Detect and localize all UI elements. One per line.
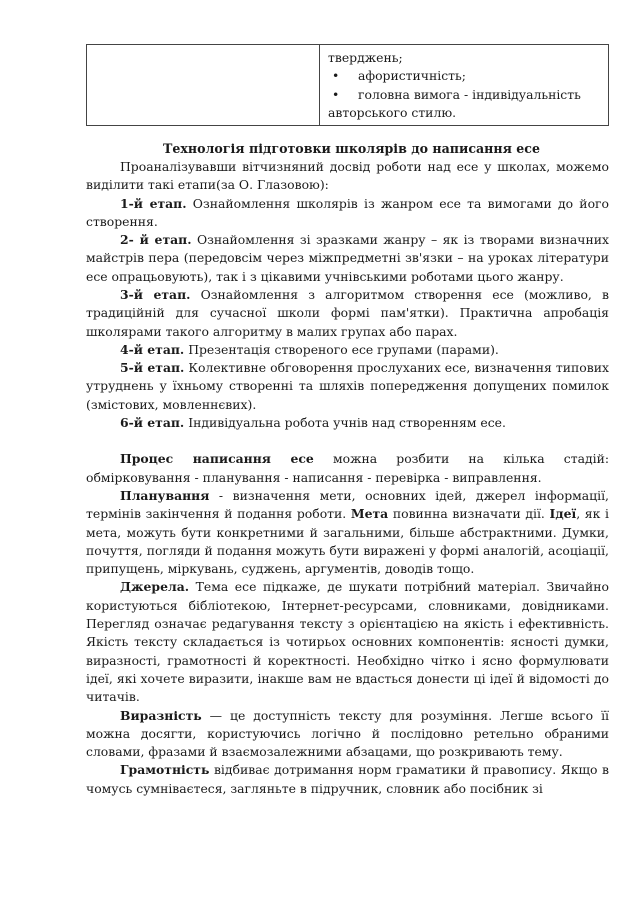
sources-paragraph [86, 578, 609, 706]
cell-line: авторського стилю. [328, 105, 457, 121]
goal-text: повинна визначати дії. [388, 506, 550, 522]
sources-label: Джерела. [120, 579, 190, 595]
stage-label: 4-й етап. [120, 341, 185, 357]
expressiveness-label: Виразність [120, 707, 202, 723]
stage-text: Ознайомлення зі зразками жанру – як із творами визначних майстрів пера (передовсім через міжпредметні зв'язки – на уроках літератури есе опрацьовують), так і з цікавими учнівськими роботами цього жанру. [86, 232, 609, 284]
table-row [87, 45, 609, 126]
paragraph-gap [86, 432, 609, 450]
stage-paragraph [86, 414, 609, 432]
literacy-paragraph [86, 761, 609, 798]
planning-paragraph [86, 487, 609, 578]
stage-paragraph [86, 341, 609, 359]
stage-text: Ознайомлення з алгоритмом створення есе (можливо, в традиційній для сучасної школи формі пам'ятки). Практична апробація школярами такого алгоритму в малих групах або парах. [86, 287, 609, 339]
planning-text: - визначення мети, основних ідей, джерел інформації, термінів закінчення й подання роботи. [86, 487, 609, 522]
literacy-text: відбиває дотримання норм граматики й правопису. Якщо в чомусь сумніваєтеся, загляньте в підручник, словник або посібник зі [86, 762, 609, 796]
stage-text: Індивідуальна робота учнів над створенням есе. [184, 415, 506, 431]
body-text [86, 158, 609, 798]
stage-label: 1-й етап. [120, 195, 187, 211]
expressiveness-text: — це доступність тексту для розуміння. Легше всього її можна досягти, користуючись логічно й послідовно ретельно обраними словами, фразами й взаємозалежними абзацами, що розкривають тему. [86, 707, 609, 760]
table-cell-features [320, 45, 609, 126]
process-paragraph [86, 450, 609, 487]
literacy-label: Грамотність [120, 762, 210, 778]
stage-label: 2- й етап. [120, 232, 192, 248]
intro-paragraph: Проаналізувавши вітчизняний досвід роботи над есе у школах, можемо виділити такі етапи(за О. Глазовою): [86, 158, 609, 193]
stage-label: 3-й етап. [120, 287, 191, 302]
stage-label: 5-й етап. [120, 360, 185, 376]
stage-label: 6-й етап. [120, 415, 185, 431]
document-page [86, 44, 609, 798]
process-label: Процес написання есе [120, 451, 314, 467]
stage-text: Колективне обговорення прослуханих есе, визначення типових утруднень у їхньому створенні та шляхів попередження допущених помилок (змістових, мовленнєвих). [86, 360, 609, 412]
ideas-label: Ідеї [549, 506, 577, 522]
ideas-text: , як і мета, можуть бути конкретними й загальними, більше абстрактними. Думки, почуття, погляди й подання можуть бути виражені у формі аналогій, асоціації, припущень, міркувань, суджень, аргументів, доводів тощо. [86, 506, 609, 577]
goal-label: Мета [350, 506, 389, 522]
stage-paragraph [86, 231, 609, 286]
stage-paragraph [86, 359, 609, 414]
stage-paragraph [86, 195, 609, 232]
bullet-item: • головна вимога - індивідуальність [328, 86, 604, 104]
bullet-item: • афористичність; [328, 67, 604, 85]
stage-text: Ознайомлення школярів із жанром есе та вимогами до його створення. [86, 195, 609, 229]
section-heading: Технологія підготовки школярів до написання есе [163, 140, 540, 156]
process-text: можна розбити на кілька стадій: обмірковування - планування - написання - перевірка - виправлення. [86, 451, 610, 485]
continuation-table [86, 44, 609, 126]
sources-text: Тема есе підкаже, де шукати потрібний матеріал. Звичайно користуються бібліотекою, Інтернет-ресурсами, словниками, довідниками. Перегляд означає редагування тексту з орієнтацією на якість і ефективність. Якість тексту складається із чотирьох основних компонентів: ясності думки, виразності, грамотності й коректності. Необхідно чітко і ясно формулювати ідеї, які хочете виразити, інакше вам не вдасться донести ці ідеї й відомості до читачів. [86, 579, 609, 705]
cell-line: тверджень; [328, 50, 403, 65]
expressiveness-paragraph [86, 707, 609, 762]
table-cell-empty [87, 45, 320, 126]
planning-label: Планування [120, 487, 210, 503]
stage-paragraph [86, 286, 609, 341]
stage-text: Презентація створеного есе групами (парами). [184, 341, 499, 357]
